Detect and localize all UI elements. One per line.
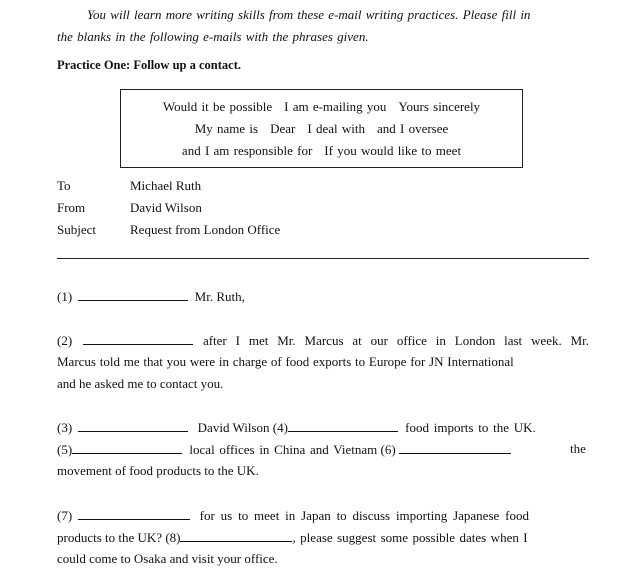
phrase-option: I am e-mailing you bbox=[284, 99, 387, 114]
blank-6[interactable] bbox=[399, 441, 511, 454]
to-value: Michael Ruth bbox=[130, 178, 202, 193]
paragraph-2-line-3: and he asked me to contact you. bbox=[57, 376, 224, 391]
blank-3[interactable] bbox=[78, 419, 188, 432]
salutation-text: Mr. Ruth, bbox=[194, 289, 245, 304]
phrase-option: I deal with bbox=[307, 121, 365, 136]
blank-8[interactable] bbox=[180, 529, 292, 542]
subject-value: Request from London Office bbox=[130, 222, 281, 237]
blank-number: (3) bbox=[57, 420, 73, 435]
paragraph-4-line-3: could come to Osaka and visit your office. bbox=[57, 551, 278, 566]
paragraph-text: after I met Mr. Marcus at our office in London last week. Mr. bbox=[202, 333, 590, 348]
to-label: To bbox=[57, 178, 71, 193]
paragraph-text: David Wilson bbox=[197, 420, 270, 435]
paragraph-4-line-1 bbox=[57, 507, 529, 524]
paragraph-text: products to the UK? bbox=[57, 530, 163, 545]
phrase-option: If you would like to meet bbox=[324, 143, 462, 158]
phrase-option: and I am responsible for bbox=[181, 143, 313, 158]
intro-line-1: You will learn more writing skills from these e-mail writing practices. Please fill in bbox=[87, 7, 531, 22]
paragraph-text: local offices in China and Vietnam bbox=[189, 442, 378, 457]
from-value: David Wilson bbox=[130, 200, 202, 215]
blank-number: (4) bbox=[272, 420, 288, 435]
blank-5[interactable] bbox=[72, 441, 182, 454]
blank-number: (8) bbox=[165, 530, 181, 545]
blank-number: (6) bbox=[380, 442, 396, 457]
blank-1[interactable] bbox=[78, 288, 188, 301]
phrase-option: Dear bbox=[270, 121, 296, 136]
paragraph-text: , please suggest some possible dates when I bbox=[292, 530, 528, 545]
blank-2[interactable] bbox=[83, 332, 193, 345]
blank-number: (2) bbox=[57, 333, 73, 348]
paragraph-text: the bbox=[570, 441, 586, 456]
from-label: From bbox=[57, 200, 86, 215]
intro-line-2: the blanks in the following e-mails with the phrases given. bbox=[57, 29, 369, 44]
blank-7[interactable] bbox=[78, 507, 190, 520]
paragraph-2-line-2: Marcus told me that you were in charge of food exports to Europe for JN International bbox=[57, 354, 514, 369]
phrase-option: Would it be possible bbox=[162, 99, 273, 114]
phrase-option: and I oversee bbox=[376, 121, 449, 136]
practice-heading: Practice One: Follow up a contact. bbox=[57, 58, 241, 72]
phrase-box bbox=[120, 89, 523, 168]
phrase-option: My name is bbox=[194, 121, 259, 136]
paragraph-4-line-2 bbox=[57, 529, 528, 546]
subject-label: Subject bbox=[57, 222, 96, 237]
blank-number: (7) bbox=[57, 508, 73, 523]
paragraph-text: food imports to the UK. bbox=[405, 420, 536, 435]
phrase-row bbox=[121, 121, 522, 137]
paragraph-3-line-2 bbox=[57, 441, 511, 458]
blank-number: (1) bbox=[57, 289, 73, 304]
phrase-row bbox=[121, 99, 522, 115]
paragraph-3-line-3: movement of food products to the UK. bbox=[57, 463, 259, 478]
paragraph-3-line-1 bbox=[57, 419, 536, 436]
paragraph-2-line-1 bbox=[57, 332, 589, 349]
salutation-line bbox=[57, 288, 245, 305]
phrase-option: Yours sincerely bbox=[398, 99, 481, 114]
header-divider bbox=[57, 258, 589, 259]
phrase-row bbox=[121, 143, 522, 159]
paragraph-text: for us to meet in Japan to discuss importing Japanese food bbox=[199, 508, 529, 523]
blank-number: (5) bbox=[57, 442, 73, 457]
blank-4[interactable] bbox=[288, 419, 398, 432]
